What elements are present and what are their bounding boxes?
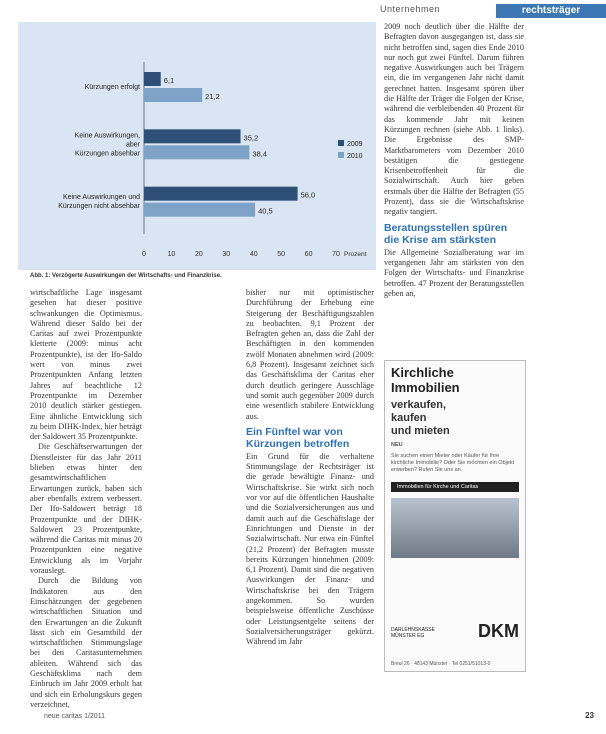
bar-2009 — [144, 129, 241, 143]
category-label: Keine Auswirkungen, — [74, 132, 140, 140]
ad-title: Kirchliche Immobilien — [391, 365, 460, 395]
category-label: Kürzungen erfolgt — [84, 84, 140, 91]
bar-2009 — [144, 187, 298, 201]
bar-2010 — [144, 203, 255, 217]
x-tick-label: 70 — [332, 251, 340, 258]
data-label: 6,1 — [163, 76, 175, 85]
column-1 — [30, 288, 142, 710]
ad-line: kaufen — [391, 412, 427, 424]
ad-line: verkaufen, — [391, 399, 447, 411]
paragraph: wirtschaftliche Lage insgesamt gesehen hat dieser positive schwankungen die Optimismus. Während dieser Saldo bei der Caritas auf zwei Prozentpunkte kletterte (2009: minus acht Prozentpunkte), ist der Ifo-Saldo wert von minus zwei Prozentpunkten Anfang letzten Jahres auf beachtliche 12 Prozentpunkte im Dezember 2010 deutlich stärker gestiegen. Eine ähnliche Entwicklung sich zu beim DIHK-Index, hier beträgt der Saldowert 35 Prozentpunkte. — [30, 288, 142, 442]
ad-new-label: NEU — [391, 442, 403, 448]
x-tick-label: 0 — [142, 251, 146, 258]
x-tick-label: 10 — [167, 251, 176, 258]
data-label: 35,2 — [243, 133, 259, 143]
ad-text: Sie suchen einen Mieter oder Käufer für Ihre kirchliche Immobilie? Oder Sie möchten ein Objekt erwerben? Rufen Sie uns an. — [391, 453, 515, 473]
paragraph: Die Allgemeine Sozialberatung war im vergangenen Jahr am stärksten von den Folgen der Wirtschafts- und Finanzkrise betroffen. 47 Prozent der Beratungsstellen geben an, — [384, 247, 524, 298]
category-label: Kürzungen nicht absehbar — [58, 203, 140, 211]
section-tag: rechtsträger — [496, 4, 606, 18]
paragraph: 2009 noch deutlich über die Hälfte der Befragten davon ausgegangen ist, dass sie nicht betroffen sind, sagen dies Ende 2010 nur noch gut zwei Fünftel. Darum führen negative Auswirkungen auch bei Trägern ein, die im vergangenen Jahr nicht damit gerechnet hatten. Insgesamt spüren über die Hälfte der Träger die Folgen der Krise, während die verbleibenden 40 Prozent für das kommende Jahr mit keinen Kürzungen rechnen (siehe Abb. 1 links). Die Ergebnisse des SMP-Marktbarometers vom Dezember 2010 bestätigen die gestiegene Krisenbetroffenheit für die Sozialwirtschaft. Auch hier geben erstmals über die Hälfte der Befragten (55 Prozent), dass sie die Wirtschaftskrise negativ tangiert. — [384, 22, 524, 217]
column-2 — [246, 288, 374, 648]
ad-line: und mieten — [391, 425, 450, 437]
paragraph: Durch die Bildung von Indikatoren aus den Einschätzungen der gegebenen wirtschaftlichen Situation und den Erwartungen an die Zukunft lässt sich ein Gesamtbild der wirtschaftlichen Stimmungslage bei den Caritasunternehmen ableiten. Während sich das Geschäftsklima nach dem Einbruch im Jahr 2009 erholt hat und sich ein Erholungskurs gegen verzeichnet, — [30, 576, 142, 709]
x-tick-label: 20 — [194, 251, 203, 258]
paragraph: Die Geschäftserwartungen der Dienstleister für das Jahr 2011 blieben etwas hinter den gesamtwirtschaftlichen Erwartungen zurück, haben sich aber ebenfalls extrem verbessert. Der Ifo-Saldowert beträgt 18 Prozentpunkte und der DIHK-Saldowert 23 Prozentpunkte, während die Caritas mit minus 20 Prozentpunkten eine negative Entwicklung als im Vorjahr vorauslegt. — [30, 442, 142, 576]
ad-logo — [391, 621, 519, 649]
subheading: Ein Fünftel war von Kürzungen betroffen — [246, 425, 350, 450]
legend-label: 2009 — [347, 141, 363, 148]
column-3 — [384, 22, 524, 299]
category-label: aber — [125, 141, 140, 149]
x-tick-label: 50 — [277, 251, 286, 258]
ad-footer: Breul 26 · 48143 Münster · Tel 0251/51013-0 — [391, 661, 491, 667]
legend-swatch — [338, 152, 344, 158]
data-label: 38,4 — [252, 149, 267, 159]
x-tick-label: 40 — [249, 251, 258, 258]
page-header — [380, 4, 606, 18]
section-label: Unternehmen — [380, 4, 441, 14]
data-label: 21,2 — [205, 92, 220, 101]
category-label: Kürzungen absehbar — [75, 150, 140, 158]
brand-subtitle: DARLEHNSKASSE MÜNSTER EG — [391, 627, 435, 639]
house-image — [391, 498, 519, 558]
x-tick-label: 60 — [304, 251, 313, 258]
page-number: 23 — [585, 711, 594, 720]
bar-chart — [18, 22, 376, 270]
legend-swatch — [338, 140, 344, 146]
ad-banner: Immobilien für Kirche und Caritas — [391, 482, 519, 492]
category-label: Keine Auswirkungen und — [62, 194, 140, 202]
x-unit-label: Prozent — [344, 251, 367, 258]
bar-2009 — [144, 72, 161, 86]
data-label: 56,0 — [300, 190, 316, 200]
paragraph: bisher nur mit optimistischer Durchführung der Erhebung eine Steigerung der Beschäftigungszahlen zu beobachten. 9,1 Prozent der Befragten gehen an, dass die Zahl der Beschäftigten in den kommenden zwölf Monaten abnehmen wird (2009: 6,8 Prozent). Insgesamt zeichnet sich das Geschäftsklima der Caritas eher durch deutlich geringere Ausschläge und somit auch gegenüber 2009 durch eine wesentlich stabilere Entwicklung aus. — [246, 288, 374, 421]
bar-2010 — [144, 88, 202, 102]
figure-caption: Abb. 1: Verzögerte Auswirkungen der Wirtschafts- und Finanzkrise. — [30, 273, 222, 279]
chart-panel — [18, 22, 376, 270]
legend-label: 2010 — [347, 153, 363, 160]
brand-logo: DKM — [478, 621, 519, 641]
bar-2010 — [144, 145, 249, 159]
x-tick-label: 30 — [222, 251, 231, 258]
data-label: 40,5 — [258, 206, 273, 216]
subheading: Beratungsstellen spüren die Krise am stärksten — [384, 221, 508, 246]
paragraph: Ein Grund für die verhaltene Stimmungslage der Rechtsträger ist die gerade bewältigte Finanz- und Wirtschaftskrise. Sie wirkt sich noch vor vor auf die öffentlichen Haushalte und die Sozialversicherungen aus und damit auch auf die Geschäftslage der Einrichtungen und Dienste in der Sozialwirtschaft. Nur etwa ein Fünftel (21,2 Prozent) der Befragten musste bereits Kürzungen hinnehmen (2009: 6,1 Prozent). Damit sind die negativen Auswirkungen der Finanz- und Wirtschaftskrise bei den Trägern angekommen. So wurden beispielsweise öffentliche Zuschüsse oder Leistungsentgelte seitens der Sozialversicherungsträger gekürzt. Während im Jahr — [246, 451, 374, 647]
footer-publication: neue caritas 1/2011 — [44, 713, 105, 720]
advertisement — [384, 360, 526, 672]
